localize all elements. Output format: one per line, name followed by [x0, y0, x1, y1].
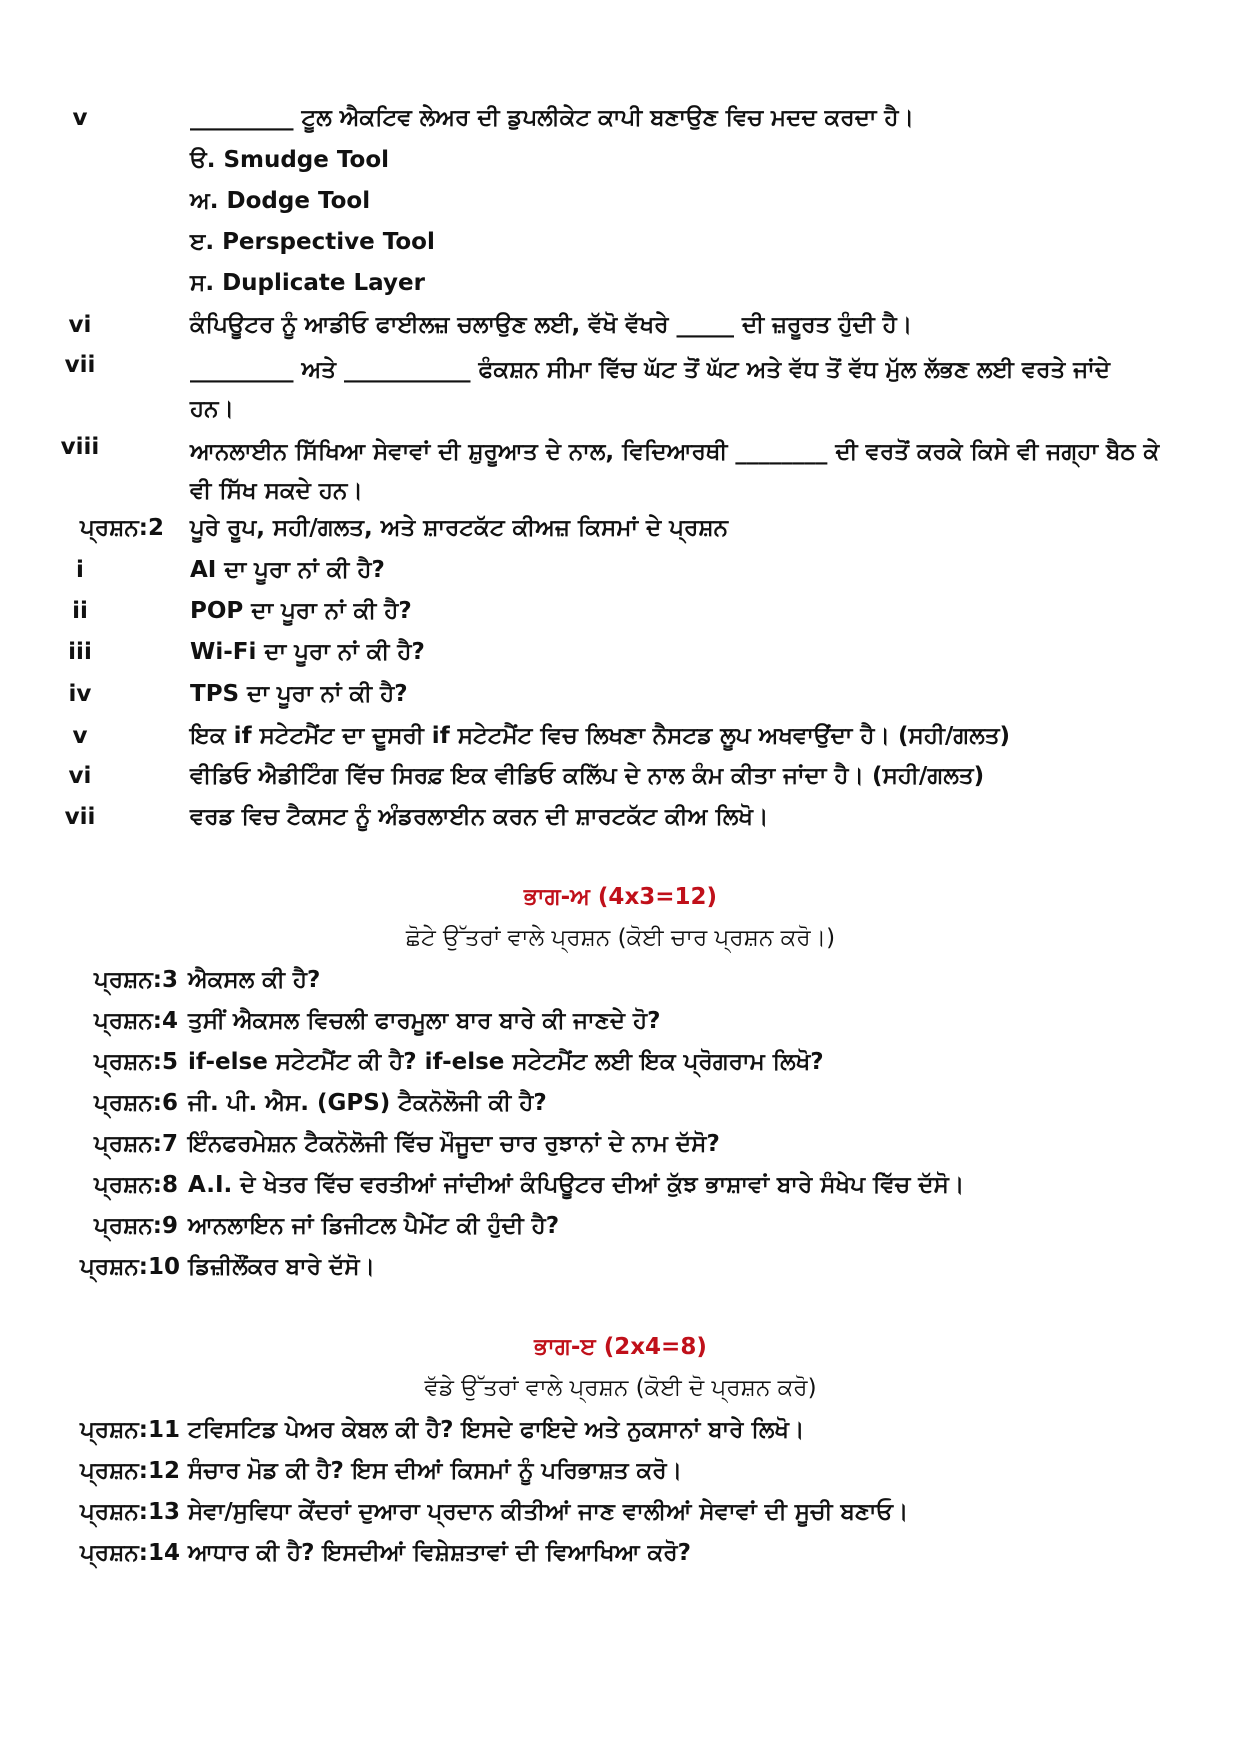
question-text: ਆਧਾਰ ਕੀ ਹੈ? ਇਸਦੀਆਂ ਵਿਸ਼ੇਸ਼ਤਾਵਾਂ ਦੀ ਵਿਆਖਿਆ ਕਰੋ? [188, 1540, 691, 1566]
question-label: ਪ੍ਰਸ਼ਨ:10 [80, 1254, 180, 1280]
question-text: ਇੰਨਫਰਮੇਸ਼ਨ ਟੈਕਨੋਲੋਜੀ ਵਿੱਚ ਮੌਜੂਦਾ ਚਾਰ ਰੁਝਾਨਾਂ ਦੇ ਨਾਮ ਦੱਸੋ? [188, 1131, 720, 1157]
question-text: ਸੇਵਾ/ਸੁਵਿਧਾ ਕੇਂਦਰਾਂ ਦੁਆਰਾ ਪ੍ਰਦਾਨ ਕੀਤੀਆਂ ਜਾਣ ਵਾਲੀਆਂ ਸੇਵਾਵਾਂ ਦੀ ਸੂਚੀ ਬਣਾਓ। [188, 1499, 909, 1525]
item-text: ਇਕ if ਸਟੇਟਮੈਂਟ ਦਾ ਦੂਸਰੀ if ਸਟੇਟਮੈਂਟ ਵਿਚ ਲਿਖਣਾ ਨੈਸਟਡ ਲੂਪ ਅਖਵਾਉਂਦਾ ਹੈ। (ਸਹੀ/ਗਲਤ) [190, 723, 1011, 749]
question-label: ਪ੍ਰਸ਼ਨ:6 [94, 1090, 178, 1116]
question-label: ਪ੍ਰਸ਼ਨ:12 [80, 1458, 180, 1484]
item-number: vii [64, 352, 96, 378]
item-text: ਵਰਡ ਵਿਚ ਟੈਕਸਟ ਨੂੰ ਅੰਡਰਲਾਈਨ ਕਰਨ ਦੀ ਸ਼ਾਰਟਕੱਟ ਕੀਅ ਲਿਖੋ। [190, 804, 769, 830]
question-label: ਪ੍ਰਸ਼ਨ:9 [94, 1213, 178, 1239]
item-text: _________ ਅਤੇ ___________ ਫੰਕਸ਼ਨ ਸੀਮਾ ਵਿੱਚ ਘੱਟ ਤੋਂ ਘੱਟ ਅਤੇ ਵੱਧ ਤੋਂ ਵੱਧ ਮੁੱਲ ਲੱਭਣ ਲਈ ਵਰਤੇ ਜਾਂਦੇ ਹਨ। [190, 357, 1111, 422]
item-number: v [72, 723, 88, 749]
item-number: vii [64, 804, 96, 830]
question-text: if-else ਸਟੇਟਮੈਂਟ ਕੀ ਹੈ? if-else ਸਟੇਟਮੈਂਟ ਲਈ ਇਕ ਪ੍ਰੋਗਰਾਮ ਲਿਖੋ? [188, 1049, 824, 1075]
question-text: ਆਨਲਾਇਨ ਜਾਂ ਡਿਜੀਟਲ ਪੈਮੇਂਟ ਕੀ ਹੁੰਦੀ ਹੈ? [188, 1213, 560, 1239]
section-c-title: ਭਾਗ-ੲ (2x4=8) [534, 1334, 707, 1360]
section-c-subtitle: ਵੱਡੇ ਉੱਤਰਾਂ ਵਾਲੇ ਪ੍ਰਸ਼ਨ (ਕੋਈ ਦੋ ਪ੍ਰਸ਼ਨ ਕਰੋ) [424, 1375, 817, 1401]
item-text: ਕੰਪਿਊਟਰ ਨੂੰ ਆਡੀਓ ਫਾਈਲਜ਼ ਚਲਾਉਣ ਲਈ, ਵੱਖੋ ਵੱਖਰੇ _____ ਦੀ ਜ਼ਰੂਰਤ ਹੁੰਦੀ ਹੈ। [190, 312, 913, 338]
question-label: ਪ੍ਰਸ਼ਨ:13 [80, 1499, 180, 1525]
question-text: ਸੰਚਾਰ ਮੋਡ ਕੀ ਹੈ? ਇਸ ਦੀਆਂ ਕਿਸਮਾਂ ਨੂੰ ਪਰਿਭਾਸ਼ਤ ਕਰੋ। [188, 1458, 683, 1484]
question-text: A.I. ਦੇ ਖੇਤਰ ਵਿੱਚ ਵਰਤੀਆਂ ਜਾਂਦੀਆਂ ਕੰਪਿਊਟਰ ਦੀਆਂ ਕੁੱਝ ਭਾਸ਼ਾਵਾਂ ਬਾਰੇ ਸੰਖੇਪ ਵਿੱਚ ਦੱਸੋ। [188, 1172, 965, 1198]
item-number: i [76, 557, 84, 583]
item-text: POP ਦਾ ਪੂਰਾ ਨਾਂ ਕੀ ਹੈ? [190, 598, 412, 624]
section-b-subtitle: ਛੋਟੇ ਉੱਤਰਾਂ ਵਾਲੇ ਪ੍ਰਸ਼ਨ (ਕੋਈ ਚਾਰ ਪ੍ਰਸ਼ਨ ਕਰੋ।) [405, 925, 836, 951]
question-label: ਪ੍ਰਸ਼ਨ:7 [94, 1131, 178, 1157]
question-text: ਜੀ. ਪੀ. ਐਸ. (GPS) ਟੈਕਨੋਲੋਜੀ ਕੀ ਹੈ? [188, 1090, 547, 1116]
question-label: ਪ੍ਰਸ਼ਨ:8 [94, 1172, 178, 1198]
item-number: viii [60, 434, 100, 460]
option-text: ਅ. Dodge Tool [190, 188, 371, 214]
question-text: ਡਿਜ਼ੀਲੌਂਕਰ ਬਾਰੇ ਦੱਸੋ। [188, 1254, 376, 1280]
question-text: ਟਵਿਸਟਿਡ ਪੇਅਰ ਕੇਬਲ ਕੀ ਹੈ? ਇਸਦੇ ਫਾਇਦੇ ਅਤੇ ਨੁਕਸਾਨਾਂ ਬਾਰੇ ਲਿਖੋ। [188, 1417, 805, 1443]
item-number: ii [72, 598, 88, 624]
item-text: TPS ਦਾ ਪੂਰਾ ਨਾਂ ਕੀ ਹੈ? [190, 681, 408, 707]
item-text: ਆਨਲਾਈਨ ਸਿੱਖਿਆ ਸੇਵਾਵਾਂ ਦੀ ਸ਼ੁਰੂਆਤ ਦੇ ਨਾਲ, ਵਿਦਿਆਰਥੀ ________ ਦੀ ਵਰਤੋਂ ਕਰਕੇ ਕਿਸੇ ਵੀ ਜਗ੍ਹਾ ਬੈਠ ਕੇ ਵੀ ਸਿੱਖ ਸਕਦੇ ਹਨ। [190, 439, 1160, 504]
question-heading: ਪੂਰੇ ਰੂਪ, ਸਹੀ/ਗਲਤ, ਅਤੇ ਸ਼ਾਰਟਕੱਟ ਕੀਅਜ਼ ਕਿਸਮਾਂ ਦੇ ਪ੍ਰਸ਼ਨ [190, 515, 729, 541]
item-text: Wi-Fi ਦਾ ਪੂਰਾ ਨਾਂ ਕੀ ਹੈ? [190, 639, 425, 665]
question-label: ਪ੍ਰਸ਼ਨ:4 [94, 1008, 178, 1034]
section-b-title: ਭਾਗ-ਅ (4x3=12) [523, 884, 718, 910]
item-number: iv [68, 681, 92, 707]
item-text: AI ਦਾ ਪੂਰਾ ਨਾਂ ਕੀ ਹੈ? [190, 557, 385, 583]
question-label: ਪ੍ਰਸ਼ਨ:2 [80, 515, 164, 541]
question-label: ਪ੍ਰਸ਼ਨ:11 [80, 1417, 180, 1443]
option-text: ੲ. Perspective Tool [190, 229, 435, 255]
item-number: vi [68, 312, 92, 338]
option-text: ੳ. Smudge Tool [190, 147, 390, 173]
option-text: ਸ. Duplicate Layer [190, 270, 425, 296]
item-text: ਵੀਡਿਓ ਐਡੀਟਿੰਗ ਵਿੱਚ ਸਿਰਫ਼ ਇਕ ਵੀਡਿਓ ਕਲਿੱਪ ਦੇ ਨਾਲ ਕੰਮ ਕੀਤਾ ਜਾਂਦਾ ਹੈ। (ਸਹੀ/ਗਲਤ) [190, 763, 985, 789]
item-text: _________ ਟੂਲ ਐਕਟਿਵ ਲੇਅਰ ਦੀ ਡੁਪਲੀਕੇਟ ਕਾਪੀ ਬਣਾਉਣ ਵਿਚ ਮਦਦ ਕਰਦਾ ਹੈ। [190, 105, 915, 131]
item-number: iii [68, 639, 92, 665]
question-text: ਤੁਸੀਂ ਐਕਸਲ ਵਿਚਲੀ ਫਾਰਮੂਲਾ ਬਾਰ ਬਾਰੇ ਕੀ ਜਾਣਦੇ ਹੋ? [188, 1008, 661, 1034]
item-number: v [72, 105, 88, 131]
question-text: ਐਕਸਲ ਕੀ ਹੈ? [188, 967, 321, 993]
item-number: vi [68, 763, 92, 789]
question-label: ਪ੍ਰਸ਼ਨ:5 [94, 1049, 178, 1075]
question-label: ਪ੍ਰਸ਼ਨ:3 [94, 967, 178, 993]
question-label: ਪ੍ਰਸ਼ਨ:14 [80, 1540, 180, 1566]
